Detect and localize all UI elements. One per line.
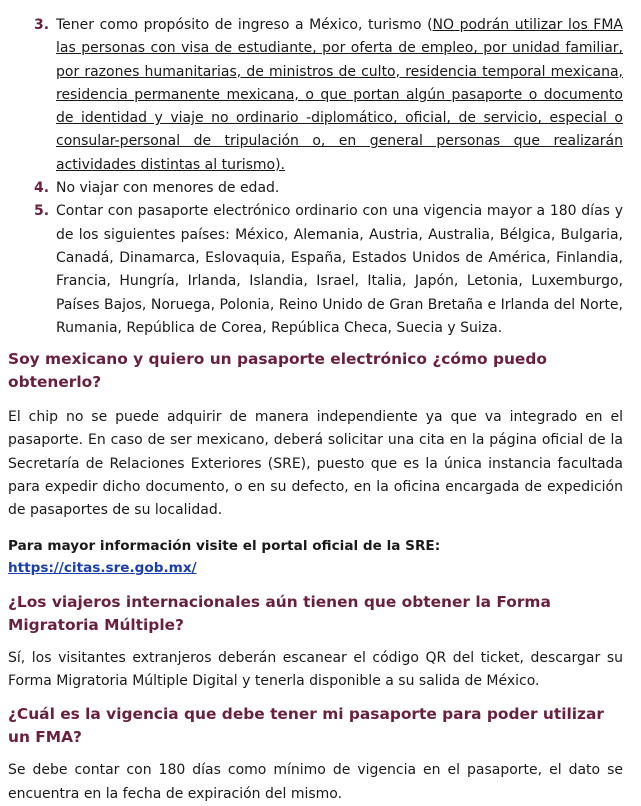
info-line [8, 535, 623, 579]
sre-portal-link[interactable]: https://citas.sre.gob.mx/ [8, 559, 197, 576]
requirement-item-4 [8, 177, 623, 200]
list-number: 5. [34, 203, 50, 220]
requirement-underlined-text: NO podrán utilizar los FMA las personas con visa de estudiante, por oferta de empleo, por unidad familiar, por razones humanitarias, de ministros de culto, residencia temporal mexicana, residencia permanente mexicana, o que portan algún pasaporte o documento de identidad y viaje no ordinario -diplomático, oficial, de servicio, especial o consular-personal de tripulación o, en general personas que realizarán actividades distintas al turismo). [56, 17, 624, 173]
section-heading-validity: ¿Cuál es la vigencia que debe tener mi pasaporte para poder utilizar un FMA? [8, 705, 604, 747]
requirement-text: Tener como propósito de ingreso a México, turismo ( [56, 17, 433, 33]
list-number: 3. [34, 17, 50, 33]
section-body-validity: Se debe contar con 180 días como mínimo de vigencia en el pasaporte, el dato se encuentra en la fecha de expiración del mismo. [8, 762, 623, 802]
requirement-item-3 [8, 14, 623, 177]
list-number: 4. [34, 180, 50, 197]
requirement-text: Contar con pasaporte electrónico ordinario con una vigencia mayor a 180 días y de los siguientes países: México, Alemania, Austria, Australia, Bélgica, Bulgaria, Canadá, Dinamarca, Eslovaquia, España, Estados Unidos de América, Finlandia, Francia, Hungría, Irlanda, Islandia, Israel, Italia, Japón, Letonia, Luxemburgo, Países Bajos, Noruega, Polonia, Reino Unido de Gran Bretaña e Irlanda del Norte, Rumania, República de Corea, República Checa, Suecia y Suiza. [56, 203, 623, 336]
section-heading-passport: Soy mexicano y quiero un pasaporte electrónico ¿cómo puedo obtenerlo? [8, 350, 547, 392]
section-body-fmm: Sí, los visitantes extranjeros deberán escanear el código QR del ticket, descargar su Forma Migratoria Múltiple Digital y tenerla disponible a su salida de México. [8, 649, 623, 689]
info-text: Para mayor información visite el portal oficial de la SRE: [8, 537, 441, 554]
requirement-text: No viajar con menores de edad. [56, 180, 280, 197]
requirement-item-5 [8, 200, 623, 340]
section-heading-fmm: ¿Los viajeros internacionales aún tienen que obtener la Forma Migratoria Múltiple? [8, 592, 551, 634]
section-body-passport: El chip no se puede adquirir de manera independiente ya que va integrado en el pasaporte. En caso de ser mexicano, deberá solicitar una cita en la página oficial de la Secretaría de Relaciones Exteriores (SRE), puesto que es la única instancia facultada para expedir dicho documento, o en su defecto, en la oficina encargada de expedición de pasaportes de su localidad. [8, 409, 623, 519]
requirements-list [8, 14, 623, 340]
